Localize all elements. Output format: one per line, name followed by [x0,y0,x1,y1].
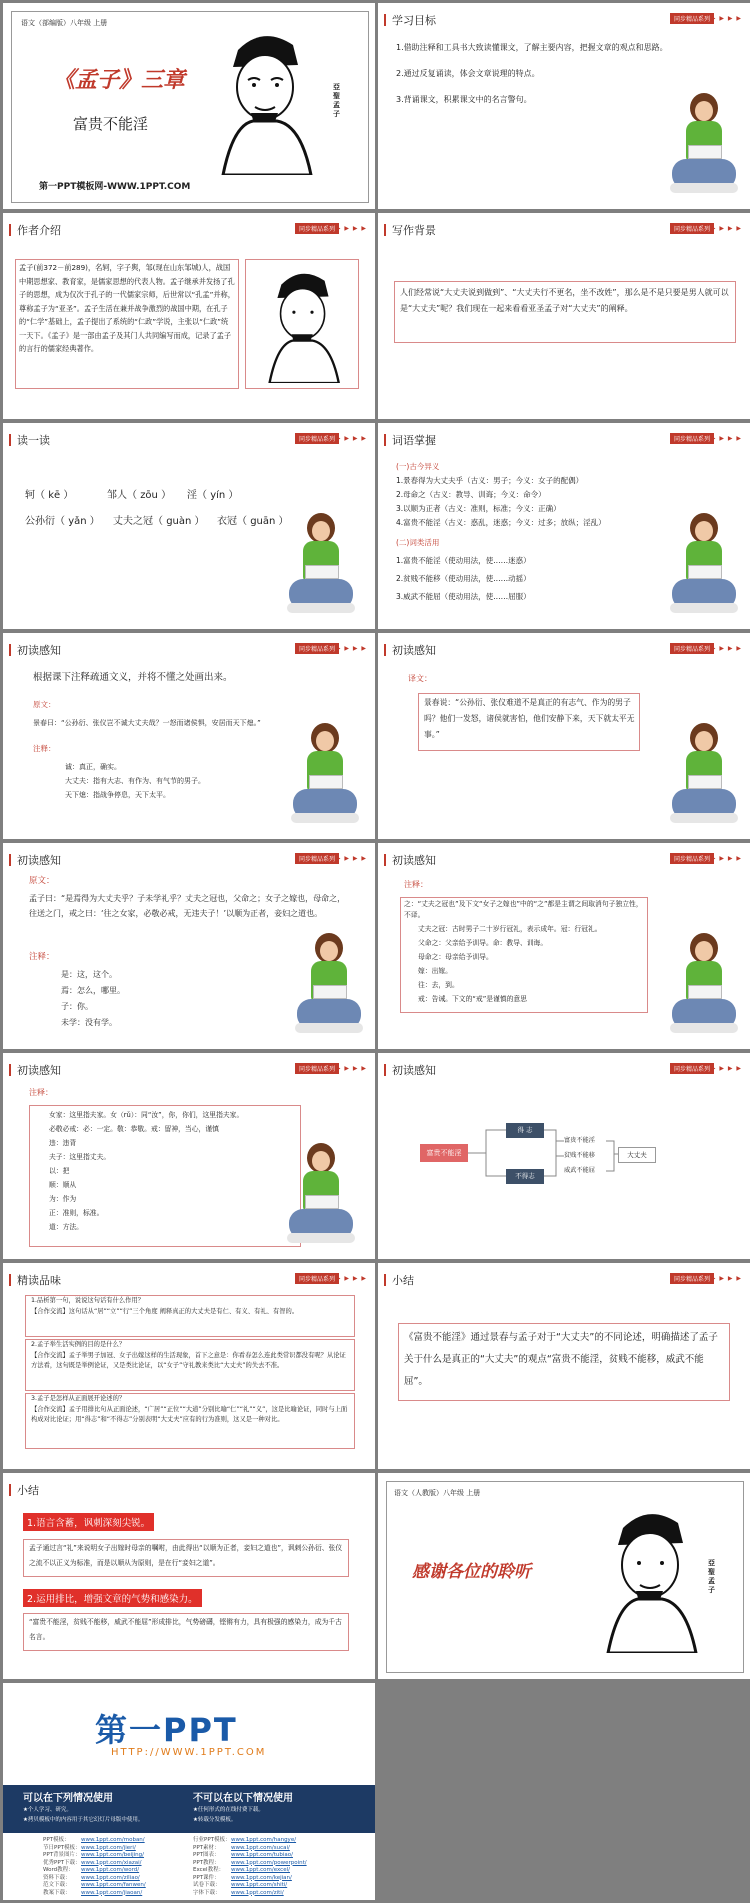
yuanwen-text: 孟子曰：“是焉得为大丈夫乎？子未学礼乎？丈夫之冠也，父命之；女子之嫁也，母命之，往送之门，戒之曰：‘往之女家，必敬必戒，无违夫子！’以顺为正者，妾妇之道也。 [29,894,346,918]
resource-link-row [43,1882,193,1890]
slide-heading: 初读感知 [392,644,436,657]
question: 2.孟子举生活实例的目的是什么？ [31,1341,126,1348]
translation-text: 景春说：“公孙衍、张仪难道不是真正的有志气、作为的男子吗？他们一发怒，诸侯就害怕，他们安静下来，天下就太平无事。” [424,698,635,739]
note-item: 未学：没有学。 [61,1018,117,1027]
note-item: 诚：真正，确实。 [65,763,121,771]
resource-link-row [193,1837,363,1845]
read-item: 邹人（ zōu ） [107,490,172,501]
resource-link-url[interactable]: www.1ppt.com/jieri/ [81,1844,136,1851]
cover-title: 《孟子》三章 [53,67,186,93]
label: 注释： [29,952,55,962]
resource-link-label: Excel教程： [193,1867,225,1873]
series-dots: ▶ ▶ ▶ ▶ [335,855,367,862]
reading-girl-illustration [285,513,357,625]
series-badge: 同步精品系列 [670,1273,714,1284]
series-badge: 同步精品系列 [670,853,714,864]
resource-link-url[interactable]: www.1ppt.com/fanwen/ [81,1882,146,1888]
resource-link-url[interactable]: www.1ppt.com/xiazai/ [81,1859,142,1866]
resource-link-url[interactable]: www.1ppt.com/ziti/ [231,1889,284,1896]
vocab-item: 3.以顺为正者（古义：准则，标准；今义：正确） [396,504,561,513]
series-dots: ▶ ▶ ▶ ▶ [710,1065,742,1072]
resource-link-url[interactable]: www.1ppt.com/hangye/ [231,1837,297,1843]
note-item: 子：你。 [61,1002,93,1011]
note-line: 道：方法。 [49,1223,83,1231]
label: 注释： [29,1088,53,1097]
series-badge: 同步精品系列 [295,1273,339,1284]
task-text: 根据课下注释疏通文义，并将不懂之处画出来。 [33,672,233,683]
mencius-portrait [253,265,349,383]
series-badge: 同步精品系列 [670,1063,714,1074]
series-dots: ▶ ▶ ▶ ▶ [335,435,367,442]
label: 注释： [404,880,428,889]
resource-link-row [43,1875,193,1883]
resource-link-url[interactable]: www.1ppt.com/tubiao/ [231,1852,293,1858]
thanks-seal: 亞聖孟子 [708,1559,715,1594]
background-text: 人们经常说“大丈夫说到做到”、“大丈夫行不更名，坐不改姓”，那么是不是只要是男人就可以是“大丈夫”呢？我们现在一起来看看亚圣孟子对“大丈夫”的阐释。 [400,288,729,313]
series-dots: ▶ ▶ ▶ ▶ [335,1275,367,1282]
resource-link-label: 教案下载： [43,1889,71,1896]
slide-heading: 小结 [392,1274,414,1287]
goal-item: 2.通过反复诵读，体会文章说理的特点。 [396,69,540,78]
cannot-title: 不可以在以下情况使用 [193,1793,293,1804]
perceive1-slide [3,633,375,839]
series-dots: ▶ ▶ ▶ ▶ [335,225,367,232]
label: 注释： [33,744,56,753]
series-badge: 同步精品系列 [670,433,714,444]
series-dots: ▶ ▶ ▶ ▶ [335,645,367,652]
series-badge: 同步精品系列 [670,223,714,234]
note-line: 违：违背 [49,1139,77,1147]
resource-link-url[interactable]: www.1ppt.com/jiaoan/ [81,1889,143,1896]
resource-link-label: 资料下载： [43,1874,71,1881]
cannot-item: ★转载分发模板。 [193,1817,237,1823]
vocab-item: 1.景春得为大丈夫乎（古义：男子；今义：女子的配偶） [396,476,584,485]
resource-link-row [43,1860,193,1868]
series-badge: 同步精品系列 [670,643,714,654]
read-item: 衣冠（ guān ） [217,516,289,527]
summary2-slide [3,1473,375,1679]
series-badge: 同步精品系列 [670,13,714,24]
vocab-item: 2.母命之（古义：教导、训诲；今义：命令） [396,490,546,499]
resource-link-label: PPT背景图片： [43,1852,81,1858]
resource-link-url[interactable]: www.1ppt.com/word/ [81,1867,140,1873]
resource-link-url[interactable]: www.1ppt.com/beijing/ [81,1852,145,1858]
reading-girl-illustration [668,933,740,1045]
perceive5-slide [3,1053,375,1259]
note-line: 父命之：父亲给予训导。命：教导、训诲。 [418,939,548,947]
perceive4-slide [378,843,750,1049]
series-badge: 同步精品系列 [295,433,339,444]
mencius-portrait [588,1503,708,1653]
can-item: ★个人学习、研究。 [23,1807,72,1813]
label: 原文： [29,876,55,886]
note-line: 戒：告诫。下文的“戒”是谨慎的意思 [418,995,527,1003]
author-text: 孟子(前372－前289)，名轲，字子舆，邹(现在山东邹城)人，战国中期思想家、教育家，是儒家思想的代表人物。孟子继承并发扬了孔子的思想，成为仅次于孔子的一代儒家宗师，后世常以“孔孟”并称，尊称孟子为“亚圣”。孟子生活在兼并战争激烈的战国中期，在孔子的“仁学”基础上，孟子提出了系统的“仁政”学说，主张以“仁政”统一天下。《孟子》是一部由孟子及其门人共同编写而成，记录了孟子的言行的儒家经典著作。 [19,263,235,353]
slide-heading: 读一读 [17,434,50,447]
resource-link-url[interactable]: www.1ppt.com/moban/ [81,1837,145,1843]
perceive6-slide [378,1053,750,1259]
mindmap-leaf: 威武不能屈 [564,1167,595,1174]
resource-link-url[interactable]: www.1ppt.com/shiti/ [231,1882,288,1888]
resource-link-row [193,1890,363,1898]
reading-girl-illustration [668,93,740,205]
goals-slide [378,3,750,209]
resource-link-url[interactable]: www.1ppt.com/kejian/ [231,1874,292,1881]
label: 译文： [408,674,432,683]
brand-slide [3,1683,375,1900]
resource-link-label: 行业PPT模板： [193,1837,231,1843]
background-slide [378,213,750,419]
resource-link-row [193,1867,363,1875]
goal-item: 3.背诵课文，积累课文中的名言警句。 [396,95,532,104]
series-dots: ▶ ▶ ▶ ▶ [710,435,742,442]
note-item: 大丈夫：指有大志、有作为、有气节的男子。 [65,777,205,785]
note-item: 天下熄：指战争停息，天下太平。 [65,791,170,799]
series-badge: 同步精品系列 [295,1063,339,1074]
reading-girl-illustration [668,513,740,625]
resource-link-label: Word教程： [43,1867,74,1873]
resource-link-label: 优秀PPT下载： [43,1859,81,1866]
resource-link-label: PPT素材： [193,1844,220,1851]
resource-link-row [43,1845,193,1853]
note-item: 焉：怎么，哪里。 [61,986,125,995]
resource-link-label: PPT课件： [193,1874,220,1881]
brand-url: HTTP://WWW.1PPT.COM [111,1747,267,1758]
yuanwen-text: 景春曰：“公孙衍、张仪岂不诚大丈夫哉？一怒而诸侯惧，安居而天下熄。” [33,719,261,727]
series-badge: 同步精品系列 [295,223,339,234]
answer: 【合作交流】孟子用排比句从正面论述，“广居”“正位”“大道”分别比喻“仁”“礼”“义”，这是比喻论证，同时与上面构成对比论证；用“得志”和“不得志”分别表明“大丈夫”应有的行为准则，这又是一种对比。 [31,1406,348,1423]
question: 1.品析第一句，说说这句话有什么作用？ [31,1297,145,1304]
read-item: 公孙衍（ yǎn ） [25,516,100,527]
summary-slide [378,1263,750,1469]
cannot-item: ★任何形式的在线付费下载。 [193,1807,264,1813]
resource-link-label: 节日PPT模板： [43,1844,81,1851]
series-dots: ▶ ▶ ▶ ▶ [710,645,742,652]
resource-link-row [43,1837,193,1845]
read-slide [3,423,375,629]
series-dots: ▶ ▶ ▶ ▶ [710,1275,742,1282]
resource-link-row [193,1882,363,1890]
note-line: 丈夫之冠：古时男子二十岁行冠礼，表示成年。冠：行冠礼。 [418,925,602,933]
resource-link-label: PPT图表： [193,1852,220,1858]
resource-link-label: 范文下载： [43,1882,71,1888]
mindmap-leaf: 贫贱不能移 [564,1152,595,1159]
mindmap-result: 大丈夫 [618,1147,656,1163]
vocab-item: 1.富贵不能淫（使动用法，使……迷惑） [396,556,531,565]
note-line: 必敬必戒：必：一定。敬：恭敬。戒：留神，当心，谨慎 [49,1125,219,1133]
resource-link-label: PPT模板： [43,1837,70,1843]
note-line: 夫子：这里指丈夫。 [49,1153,111,1161]
point-text: 孟子通过言“礼”来说明女子出嫁时母亲的嘱咐，由此得出“以顺为正者，妾妇之道也”，讽刺公孙衍、张仪之流不以正义为标准，而是以顺从为原则，是在行“妾妇之道”。 [29,1544,343,1567]
reading-girl-illustration [285,1143,357,1255]
resource-link-label: 字体下载： [193,1889,221,1896]
series-badge: 同步精品系列 [295,643,339,654]
note-line: 嫁：出嫁。 [418,967,452,975]
note-line: 女家：这里指夫家。女（rǔ）：同“汝”，你，你们，这里指夫家。 [49,1111,244,1119]
point-title: 1.语言含蓄，讽刺深刻尖锐。 [23,1513,154,1531]
mindmap-node-budezhi: 不得志 [506,1169,544,1184]
slide-heading: 作者介绍 [17,224,61,237]
mindmap-node-desaizhi: 得 志 [506,1123,544,1138]
resource-link-row [193,1845,363,1853]
label: 原文： [33,700,56,709]
thanks-slide [378,1473,750,1679]
slide-heading: 词语掌握 [392,434,436,447]
cover-seal: 亞聖孟子 [333,83,340,118]
perceive2-slide [378,633,750,839]
answer: 【合作交流】这句话从“居”“立”“行”三个角度 阐释真正的大丈夫是有仁、有义、有礼、有智的。 [31,1308,299,1315]
can-item: ★拷贝模板中的内容用于其它幻灯片母版中使用。 [23,1817,144,1823]
vocab-slide [378,423,750,629]
question: 3.孟子是怎样从正面展开论述的？ [31,1395,126,1402]
resource-link-row [43,1890,193,1898]
goal-item: 1.借助注释和工具书大致读懂课文，了解主要内容，把握文章的观点和思路。 [396,43,668,52]
mindmap-root: 富贵不能淫 [420,1144,468,1162]
resource-link-url[interactable]: www.1ppt.com/excel/ [231,1867,290,1873]
slide-heading: 初读感知 [392,854,436,867]
read-item: 轲（ kē ） [25,490,74,501]
resource-link-url[interactable]: www.1ppt.com/sucai/ [231,1844,290,1851]
note-line: 正：准则，标准。 [49,1209,104,1217]
read-item: 淫（ yín ） [187,490,239,501]
author-slide [3,213,375,419]
series-dots: ▶ ▶ ▶ ▶ [710,225,742,232]
read-item: 丈夫之冠（ guàn ） [113,516,205,527]
slide-heading: 初读感知 [17,854,61,867]
resource-link-url[interactable]: www.1ppt.com/powerpoint/ [231,1859,307,1866]
mindmap-leaf: 富贵不能淫 [564,1137,595,1144]
note-line: 以：把 [49,1167,70,1175]
slide-heading: 学习目标 [392,14,436,27]
vocab-section: (二)词类活用 [396,538,440,547]
series-badge: 同步精品系列 [295,853,339,864]
vocab-item: 4.富贵不能淫（古义：惑乱，迷惑；今义：过多；放纵；淫乱） [396,518,606,527]
series-dots: ▶ ▶ ▶ ▶ [710,855,742,862]
resource-link-label: PPT教程： [193,1859,220,1866]
intensive-slide [3,1263,375,1469]
resource-link-row [193,1875,363,1883]
resource-link-row [193,1852,363,1860]
vocab-item: 3.威武不能屈（使动用法，使……屈服） [396,592,531,601]
cover-subject: 语文（部编版）八年级 上册 [21,19,108,27]
reading-girl-illustration [668,723,740,835]
reading-girl-illustration [293,933,365,1045]
note-line: 为：作为 [49,1195,77,1203]
resource-link-url[interactable]: www.1ppt.com/ziliao/ [81,1874,140,1881]
can-title: 可以在下列情况使用 [23,1793,113,1804]
summary-text: 《富贵不能淫》通过景春与孟子对于“大丈夫”的不同论述，明确描述了孟子关于什么是真正的“大丈夫”的观点“富贵不能淫，贫贱不能移，威武不能屈”。 [404,1332,718,1387]
perceive3-slide [3,843,375,1049]
vocab-section: (一)古今异义 [396,462,440,471]
series-dots: ▶ ▶ ▶ ▶ [710,15,742,22]
slide-heading: 写作背景 [392,224,436,237]
point-text: “富贵不能淫，贫贱不能移，威武不能屈”形成排比，气势磅礴，铿锵有力，具有极强的感染力，成为千古名言。 [29,1618,342,1641]
resource-link-row [193,1860,363,1868]
resource-link-row [43,1867,193,1875]
slide-heading: 初读感知 [17,1064,61,1077]
answer: 【合作交流】孟子举男子加冠、女子出嫁这样的生活现象，首下之意是：你看春怎么连此类常识都没有呢？从论证方法看，这句既是举例论证，又是类比论证，以“女子”守礼教来类比“大丈夫”的失去不准。 [31,1352,346,1369]
thanks-subject: 语文（人教版）八年级 上册 [394,1489,481,1497]
note-line: 之：“丈夫之冠也”及下文“女子之嫁也”中的“之”都是主谓之间取消句子独立性，不译。 [404,900,643,919]
mencius-portrait [203,25,323,175]
note-item: 是：这，这个。 [61,970,117,979]
point-title: 2.运用排比，增强文章的气势和感染力。 [23,1589,202,1607]
note-line: 往：去，到。 [418,981,459,989]
slide-heading: 初读感知 [17,644,61,657]
brand-logo: 第一PPT [95,1711,238,1749]
thanks-text: 感谢各位的聆听 [412,1562,531,1582]
vocab-item: 2.贫贱不能移（使动用法，使……动摇） [396,574,531,583]
cover-slide [3,3,375,209]
resource-link-row [43,1852,193,1860]
resource-link-label: 试卷下载： [193,1882,221,1888]
slide-heading: 小结 [17,1484,39,1497]
reading-girl-illustration [289,723,361,835]
cover-website: 第一PPT模板网-WWW.1PPT.COM [39,182,191,192]
note-line: 母命之：母亲给予训导。 [418,953,493,961]
slide-heading: 精读品味 [17,1274,61,1287]
slide-heading: 初读感知 [392,1064,436,1077]
note-line: 顺：顺从 [49,1181,77,1189]
cover-subtitle: 富贵不能淫 [73,115,149,133]
series-dots: ▶ ▶ ▶ ▶ [335,1065,367,1072]
